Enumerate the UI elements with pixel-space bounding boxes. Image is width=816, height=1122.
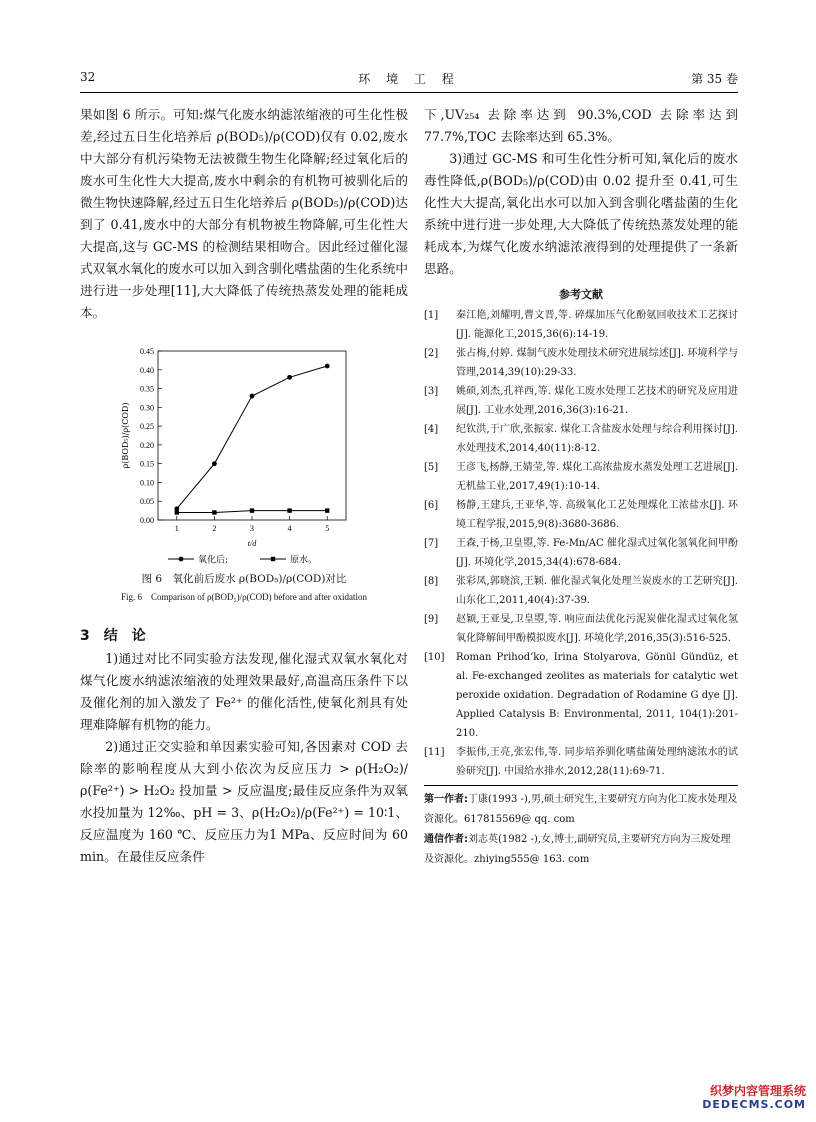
watermark-line-1: 织梦内容管理系统 (709, 1084, 806, 1098)
journal-name: 环 境 工 程 (358, 72, 460, 86)
y-tick-label: 0.20 (140, 440, 154, 450)
body-paragraph-continued: 下,UV₂₅₄ 去除率达到 90.3%,COD 去除率达到 77.7%,TOC 去除率达到 65.3%。 (424, 107, 738, 144)
x-axis-label: t/d (247, 539, 257, 548)
watermark-line-2: DEDECMS.COM (702, 1098, 806, 1111)
y-tick-label: 0.10 (140, 478, 154, 488)
reference-number: [5] (424, 462, 439, 473)
right-column (424, 104, 738, 280)
author-notes (424, 790, 738, 870)
plot-frame (158, 351, 346, 520)
reference-text: 王森,于杨,卫皇曌,等. Fe-Mn/AC 催化湿式过氧化氢氧化间甲酚[J]. 环境化学,2015,34(4):678-684. (456, 538, 738, 568)
reference-text: Roman Prihod’ko, Irina Stolyarova, Gönül Gündüz, et al. Fe-exchanged zeolites as materials for catalytic wet peroxide oxidation. Degradation of Rodamine G dye [J]. Applied Catalysis B: Environmental, 2011, 104(1):201-210. (456, 652, 738, 739)
reference-text: 姚硕,刘杰,孔祥西,等. 煤化工废水处理工艺技术的研究及应用进展[J]. 工业水处理,2016,36(3):16-21. (456, 386, 738, 416)
conclusion-paragraph-3: 3)通过 GC-MS 和可生化性分析可知,氧化后的废水毒性降低,ρ(BOD₅)/ρ(COD)由 0.02 提升至 0.41,可生化性大大提高,氧化出水可以加入到含驯化嗜盐菌的生化系统中进行进一步处理,大大降低了传统热蒸发处理的能耗成本,为煤气化废水纳滤浓液得到的处理提供了一条新思路。 (424, 151, 738, 276)
page-number: 32 (80, 70, 96, 84)
reference-number: [4] (424, 424, 439, 435)
first-author-label: 第一作者: (424, 794, 468, 805)
header-rule (80, 92, 738, 93)
reference-text: 李振伟,王亮,张宏伟,等. 同步培养驯化嗜盐菌处理纳滤浓水的试验研究[J]. 中国给水排水,2012,28(11):69-71. (456, 747, 738, 777)
figure-6-chart (96, 343, 396, 583)
reference-number: [9] (424, 614, 439, 625)
data-point-1 (325, 364, 330, 369)
y-tick-label: 0.30 (140, 403, 154, 413)
reference-text: 王彦飞,杨静,王婧莹,等. 煤化工高浓盐废水蒸发处理工艺进展[J]. 无机盐工业,2017,49(1):10-14. (456, 462, 738, 492)
reference-item (424, 743, 738, 781)
series-line-1 (177, 366, 327, 509)
y-tick-label: 0.35 (140, 384, 154, 394)
volume-label: 第 35 卷 (691, 72, 738, 86)
reference-number: [10] (424, 652, 445, 663)
reference-text: 张占梅,付婷. 煤制气废水处理技术研究进展综述[J]. 环境科学与管理,2014,39(10):29-33. (456, 348, 738, 378)
reference-text: 纪钦洪,于广欣,张振家. 煤化工含盐废水处理与综合利用探讨[J]. 水处理技术,2014,40(11):8-12. (456, 424, 738, 454)
site-watermark (702, 1084, 806, 1112)
x-tick-label: 1 (174, 524, 179, 533)
reference-number: [2] (424, 348, 439, 359)
legend-label: 氧化后; (198, 555, 229, 566)
y-tick-label: 0.05 (140, 497, 154, 507)
x-tick-label: 4 (287, 524, 292, 533)
x-tick-label: 3 (250, 524, 254, 533)
left-column (80, 104, 408, 324)
legend-label: 原水。 (290, 555, 318, 566)
reference-text: 秦江艳,刘耀明,曹文晋,等. 碎煤加压气化酚氨回收技术工艺探讨[J]. 能源化工,2015,36(6):14-19. (456, 310, 738, 340)
reference-item (424, 344, 738, 382)
running-header (80, 70, 738, 88)
data-point-1 (250, 394, 255, 399)
reference-number: [6] (424, 500, 439, 511)
reference-text: 张彩凤,郭晓滨,王颖. 催化湿式氧化处理兰炭废水的工艺研究[J]. 山东化工,2011,40(4):37-39. (456, 576, 738, 606)
conclusion-paragraph-1: 1)通过对比不同实验方法发现,催化湿式双氧水氧化对煤气化废水纳滤浓缩液的处理效果最好,高温高压条件下以及催化剂的加入激发了 Fe²⁺ 的催化活性,使氧化剂具有处理难降解有机物的能力。 (80, 651, 408, 732)
reference-number: [8] (424, 576, 439, 587)
data-point-1 (212, 461, 217, 466)
reference-item (424, 458, 738, 496)
y-axis-label: ρ(BOD₅)/ρ(COD) (121, 402, 130, 469)
figure-caption-cn: 图 6 氧化前后废水 ρ(BOD₅)/ρ(COD)对比 (141, 573, 347, 585)
conclusion-paragraph-2: 2)通过正交实验和单因素实验可知,各因素对 COD 去除率的影响程度从大到小依次为反应压力 > ρ(H₂O₂)/ρ(Fe²⁺) > H₂O₂ 投加量 > 反应温度;最佳反应条件为双氧水投加量为 12‰、pH = 3、ρ(H₂O₂)/ρ(Fe²⁺) = 10∶1、反应温度为 160 ℃、反应压力为1 MPa、反应时间为 60 min。在最佳反应条件 (80, 739, 408, 864)
first-author-note (424, 790, 738, 830)
first-author-text: 丁康(1993 -),男,硕士研究生,主要研究方向为化工废水处理及资源化。617815569@ qq. com (424, 794, 738, 825)
legend-marker (271, 557, 275, 561)
reference-item (424, 306, 738, 344)
references-list (424, 306, 738, 781)
corresponding-author-label: 通信作者: (424, 834, 468, 845)
data-point-2 (212, 510, 216, 514)
conclusion-body (80, 648, 408, 868)
reference-item (424, 572, 738, 610)
reference-text: 杨静,王建兵,王亚华,等. 高级氧化工艺处理煤化工浓盐水[J]. 环境工程学报,2015,9(8):3680-3686. (456, 500, 738, 530)
data-point-2 (287, 508, 291, 512)
body-paragraph: 果如图 6 所示。可知:煤气化废水纳滤浓缩液的可生化性极差,经过五日生化培养后 ρ(BOD₅)/ρ(COD)仅有 0.02,废水中大部分有机污染物无法被微生物生化降解;经过氧化后的废水可生化性大大提高,废水中剩余的有机物可被驯化后的微生物快速降解,经过五日生化培养后 ρ(BOD₅)/ρ(COD)达到了 0.41,废水中的大部分有机物被生物降解,可生化性大大提高,这与 GC-MS 的检测结果相吻合。因此经过催化湿式双氧水氧化的废水可以加入到含驯化嗜盐菌的生化系统中进行进一步处理[11],大大降低了传统热蒸发处理的能耗成本。 (80, 107, 408, 320)
x-tick-label: 2 (212, 524, 217, 533)
reference-item (424, 648, 738, 743)
reference-item (424, 534, 738, 572)
y-tick-label: 0.40 (140, 365, 154, 375)
reference-number: [11] (424, 747, 445, 758)
corresponding-author-note (424, 830, 738, 870)
reference-number: [3] (424, 386, 439, 397)
corresponding-author-text: 刘志英(1982 -),女,博士,副研究员,主要研究方向为三废处理及资源化。zhiying555@ 163. com (424, 834, 731, 865)
y-tick-label: 0.15 (140, 459, 154, 469)
section-heading: 3 结 论 (80, 628, 146, 644)
references-title: 参考文献 (559, 288, 603, 301)
reference-item (424, 382, 738, 420)
data-point-2 (325, 508, 329, 512)
legend-marker (179, 557, 184, 562)
reference-number: [7] (424, 538, 439, 549)
reference-item (424, 420, 738, 458)
reference-number: [1] (424, 310, 439, 321)
data-point-2 (250, 508, 254, 512)
reference-item (424, 496, 738, 534)
y-tick-label: 0.00 (140, 516, 154, 525)
x-tick-label: 5 (325, 524, 330, 533)
y-tick-label: 0.25 (140, 422, 154, 432)
data-point-1 (287, 375, 292, 380)
figure-caption-en: Fig. 6 Comparison of ρ(BOD₅)/ρ(COD) before and after oxidation (120, 592, 368, 602)
y-tick-label: 0.45 (140, 347, 154, 356)
reference-text: 赵颖,王亚旻,卫皇曌,等. 响应面法优化污泥炭催化湿式过氧化氢氧化降解间甲酚模拟废水[J]. 环境化学,2016,35(3):516-525. (456, 614, 738, 644)
footnote-rule (424, 785, 738, 786)
data-point-2 (175, 510, 179, 514)
reference-item (424, 610, 738, 648)
